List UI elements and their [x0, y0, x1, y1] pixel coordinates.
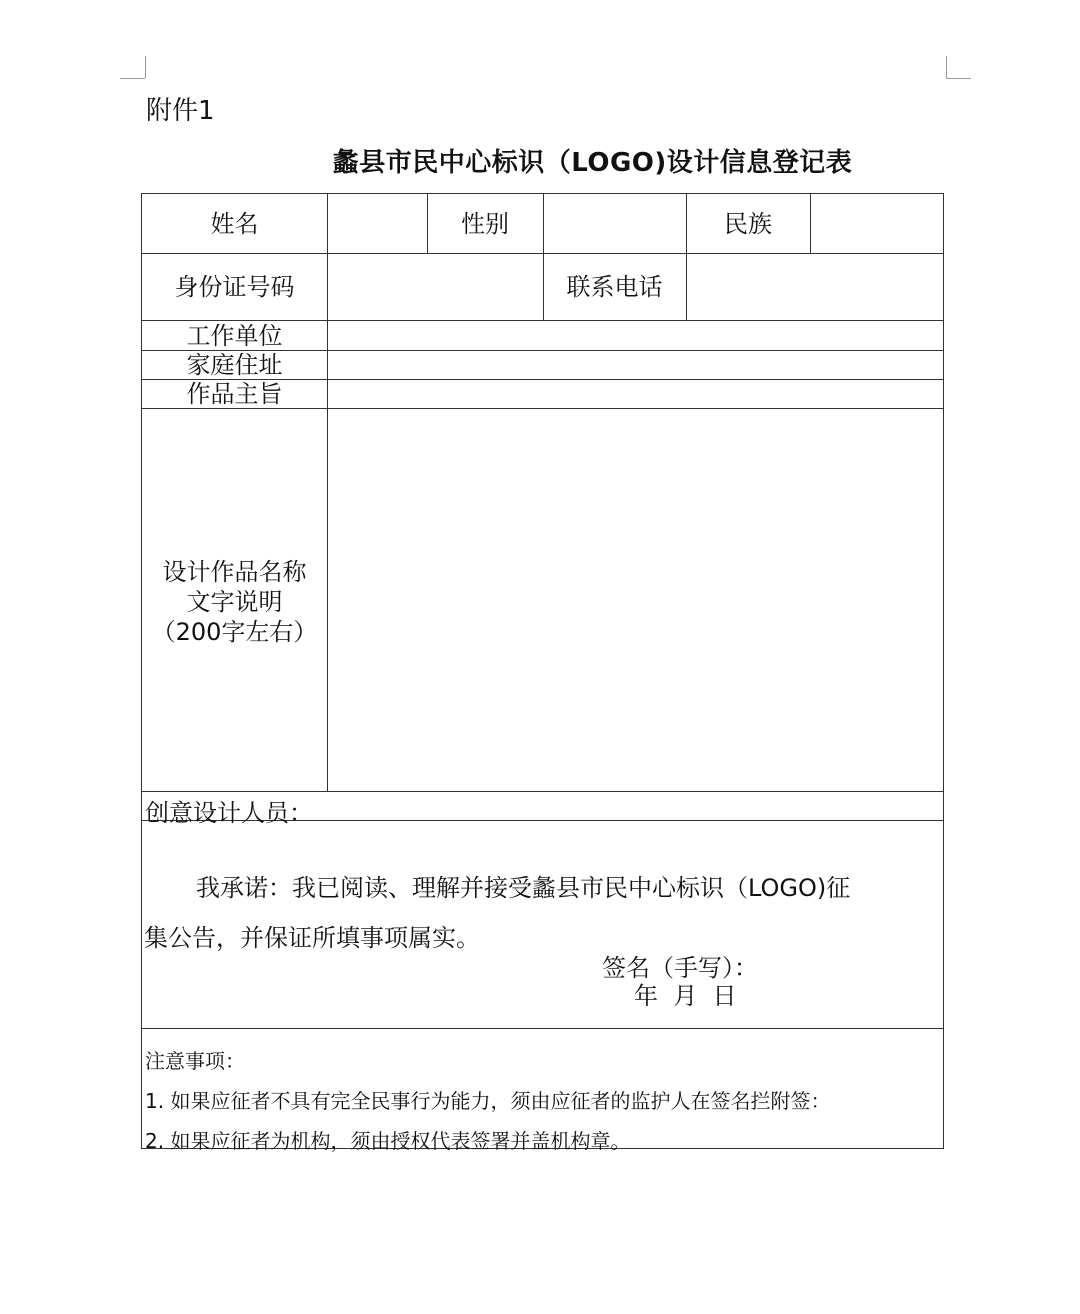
design-description-label-line: 设计作品名称 — [162, 558, 307, 586]
home-address-label: 家庭住址 — [186, 351, 283, 379]
form-title: 蠡县市民中心标识（LOGO)设计信息登记表 — [332, 148, 853, 178]
notes-heading: 注意事项： — [145, 1049, 245, 1073]
ethnicity-field[interactable] — [811, 194, 943, 253]
design-description-field[interactable] — [328, 409, 943, 791]
designers-label: 创意设计人员： — [145, 799, 313, 827]
home-address-field[interactable] — [328, 351, 943, 379]
attachment-label: 附件1 — [146, 96, 215, 126]
name-field[interactable] — [328, 194, 427, 253]
page-corner-mark — [946, 78, 971, 79]
signature-label: 签名（手写）： — [602, 954, 758, 982]
design-description-label-line: （200字左右） — [151, 618, 318, 646]
name-label: 姓名 — [210, 209, 259, 238]
design-description-label — [142, 557, 327, 647]
theme-label: 作品主旨 — [186, 380, 283, 408]
date-label: 年 月 日 — [634, 982, 737, 1010]
id-number-field[interactable] — [328, 254, 543, 320]
registration-form — [141, 193, 944, 1153]
page-corner-mark — [120, 78, 145, 79]
phone-label: 联系电话 — [566, 273, 663, 301]
notes-item: 1. 如果应征者不具有完全民事行为能力，须由应征者的监护人在签名拦附签： — [145, 1089, 831, 1113]
ethnicity-label: 民族 — [724, 209, 772, 238]
page-corner-mark — [946, 56, 947, 78]
designers-field[interactable] — [322, 792, 943, 820]
gender-label: 性别 — [461, 209, 509, 238]
row-divider — [142, 1028, 943, 1029]
page-corner-mark — [145, 56, 146, 78]
gender-field[interactable] — [544, 194, 686, 253]
notes-item: 2. 如果应征者为机构，须由授权代表签署并盖机构章。 — [145, 1129, 631, 1153]
pledge-text-line2: 集公告，并保证所填事项属实。 — [144, 924, 480, 952]
work-unit-label: 工作单位 — [186, 321, 283, 350]
pledge-text-line1: 我承诺：我已阅读、理解并接受蠡县市民中心标识（LOGO)征 — [196, 874, 851, 902]
phone-field[interactable] — [687, 254, 943, 320]
work-unit-field[interactable] — [328, 321, 943, 350]
theme-field[interactable] — [328, 380, 943, 408]
id-number-label: 身份证号码 — [174, 273, 295, 301]
design-description-label-line: 文字说明 — [186, 588, 283, 616]
